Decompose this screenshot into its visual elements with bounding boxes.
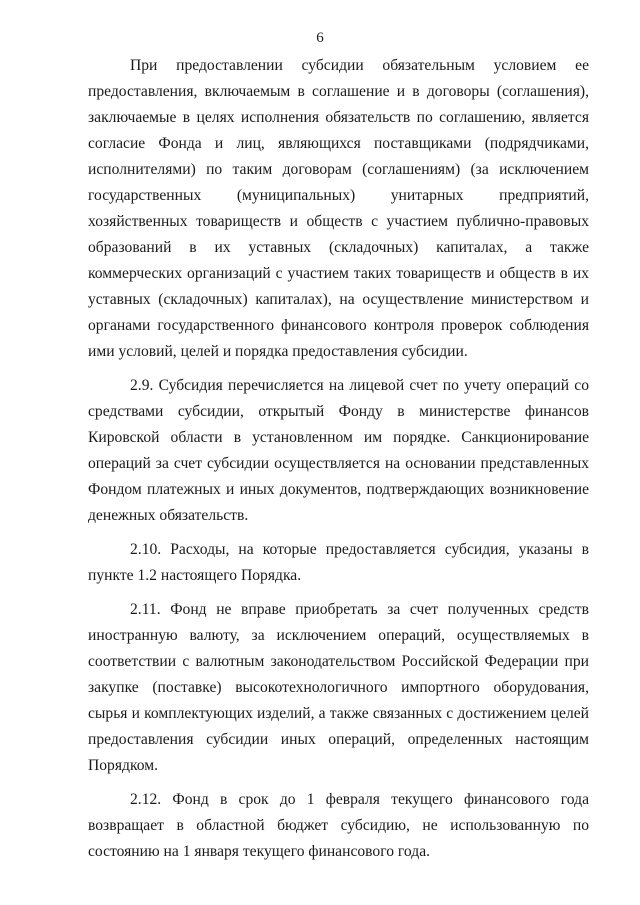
page-number: 6 [316, 30, 324, 46]
document-body [88, 53, 589, 873]
paragraph-2-11: 2.11. Фонд не вправе приобретать за счет полученных средств иностранную валюту, за исключением операций, осуществляемых в соответствии с валютным законодательством Российской Федерации при закупке (поставке) высокотехнологичного импортного оборудования, сырья и комплектующих изделий, а также связанных с достижением целей предоставления субсидии иных операций, определенных настоящим Порядком. [88, 601, 589, 774]
paragraph-2-10: 2.10. Расходы, на которые предоставляется субсидия, указаны в пункте 1.2 настоящего Порядка. [88, 541, 589, 584]
paragraph-subsidy-condition: При предоставлении субсидии обязательным условием ее предоставления, включаемым в соглашение и в договоры (соглашения), заключаемые в целях исполнения обязательств по соглашению, является согласие Фонда и лиц, являющихся поставщиками (подрядчиками, исполнителями) по таким договорам (соглашениям) (за исключением государственных (муниципальных) унитарных предприятий, хозяйственных товариществ и обществ с участием публично-правовых образований в их уставных (складочных) капиталах, а также коммерческих организаций с участием таких товариществ и обществ в их уставных (складочных) капиталах), на осуществление министерством и органами государственного финансового контроля проверок соблюдения ими условий, целей и порядка предоставления субсидии. [88, 57, 589, 360]
paragraph-2-12: 2.12. Фонд в срок до 1 февраля текущего финансового года возвращает в областной бюджет субсидию, не использованную по состоянию на 1 января текущего финансового года. [88, 791, 589, 860]
paragraph-2-9: 2.9. Субсидия перечисляется на лицевой счет по учету операций со средствами субсидии, открытый Фонду в министерстве финансов Кировской области в установленном им порядке. Санкционирование операций за счет субсидии осуществляется на основании представленных Фондом платежных и иных документов, подтверждающих возникновение денежных обязательств. [88, 377, 589, 524]
